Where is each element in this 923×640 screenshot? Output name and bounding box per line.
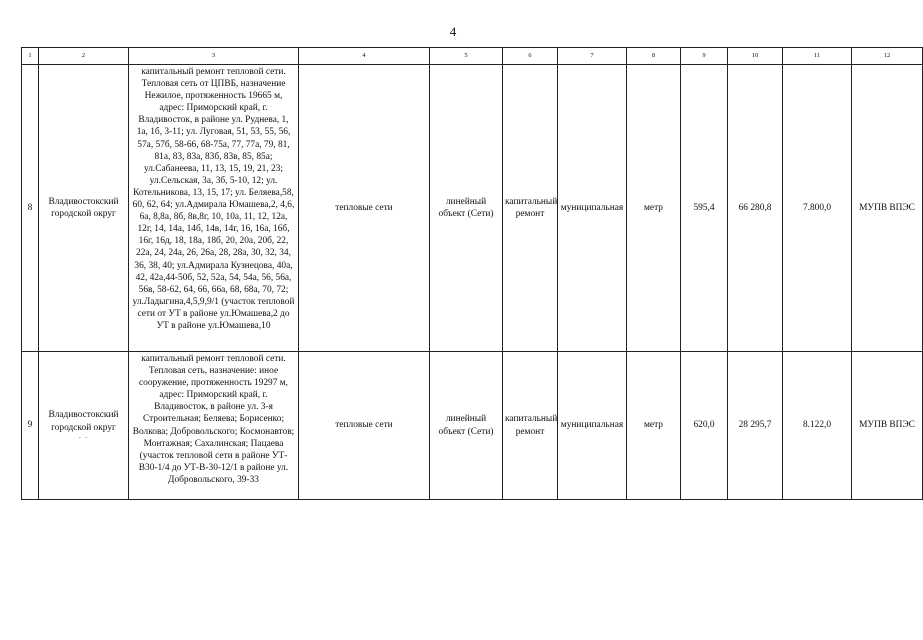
column-number: 10: [728, 48, 783, 65]
column-number: 11: [783, 48, 852, 65]
register-table: [21, 47, 923, 500]
unit-cell: метр: [627, 65, 681, 352]
object-type-cell: тепловые сети: [299, 65, 430, 352]
column-number: 12: [852, 48, 923, 65]
column-number-row: [22, 48, 923, 65]
length-cell: 620,0: [681, 352, 728, 500]
description-cell: капитальный ремонт тепловой сети. Тепловая сеть, назначение: иное сооружение, протяженность 19297 м, адрес: Приморский край, г. Владивосток, в районе ул. 3-я Строительная; Беляева; Борисенко; Волкова; Добровольского; Космонавтов; Монтажная; Сахалинская; Пацаева (участок тепловой сети в районе УТ-В30-1/4 до УТ-В-30-12/1 в районе ул. Добровольского, 39-33: [129, 352, 299, 500]
table-row: [22, 65, 923, 352]
work-type-cell: капитальный ремонт: [503, 65, 558, 352]
table-row: [22, 352, 923, 500]
municipality-cell: [39, 352, 129, 500]
column-number: 1: [22, 48, 39, 65]
row-number: 8: [22, 65, 39, 352]
value-cell: 8.122,0: [783, 352, 852, 500]
length-cell: 595,4: [681, 65, 728, 352]
column-number: 3: [129, 48, 299, 65]
page-number: 4: [449, 24, 457, 39]
work-type-cell: капитальный ремонт: [503, 352, 558, 500]
value-cell: 7.800,0: [783, 65, 852, 352]
column-number: 4: [299, 48, 430, 65]
column-number: 2: [39, 48, 129, 65]
ownership-cell: муниципальная: [558, 352, 627, 500]
column-number: 6: [503, 48, 558, 65]
municipality-cell: Владивостокский городской округ: [39, 65, 129, 352]
description-cell: капитальный ремонт тепловой сети. Тепловая сеть от ЦПВБ, назначение Нежилое, протяженность 19665 м, адрес: Приморский край, г. Владивосток, в районе ул. Руднева, 1, 1а, 1б, 3-11; ул. Луговая, 51, 53, 55, 56, 57а, 57б, 58-66, 68-75а, 77, 77а, 79, 81, 81а, 83, 83а, 83б, 83в, 85, 85а; ул.Сабанеева, 11, 13, 15, 19, 21, 23; ул.Сельская, 3а, 3б, 5-10, 12; ул. Котельникова, 13, 15, 17; ул. Беляева,58, 60, 62, 64; ул.Адмирала Юмашева,2, 4,6, 6а, 8,8а, 8б, 8в,8г, 10, 10а, 11, 12, 12а, 12г, 14, 14а, 14б, 14в, 14г, 16, 16а, 16б, 16г, 16д, 18, 18а, 18б, 20, 20а, 20б, 22, 22а, 24, 24а, 26, 26а, 28, 28а, 30, 32, 34, 36, 38, 40; ул.Адмирала Кузнецова, 40а, 42, 42а,44-50б, 52, 52а, 54, 54а, 56, 56а, 56в, 58-62, 64, 66, 66а, 68, 68а, 70, 72; ул.Ладыгина,4,5,9,9/1 (участок тепловой сети от УТ в районе ул.Юмашева,2 до УТ в районе ул.Юмашева,10: [129, 65, 299, 352]
ownership-cell: муниципальная: [558, 65, 627, 352]
row-number: 9: [22, 352, 39, 500]
column-number: 9: [681, 48, 728, 65]
column-number: 7: [558, 48, 627, 65]
column-number: 5: [430, 48, 503, 65]
organization-cell: МУПВ ВПЭС: [852, 65, 923, 352]
object-type-cell: тепловые сети: [299, 352, 430, 500]
unit-cell: метр: [627, 352, 681, 500]
object-kind-cell: линейный объект (Сети): [430, 352, 503, 500]
organization-cell: МУПВ ВПЭС: [852, 352, 923, 500]
cost-cell: 28 295,7: [728, 352, 783, 500]
column-number: 8: [627, 48, 681, 65]
municipality-text: Владивостокский городской округ: [48, 410, 119, 433]
cost-cell: 66 280,8: [728, 65, 783, 352]
scan-marks: · ·: [78, 433, 89, 442]
object-kind-cell: линейный объект (Сети): [430, 65, 503, 352]
